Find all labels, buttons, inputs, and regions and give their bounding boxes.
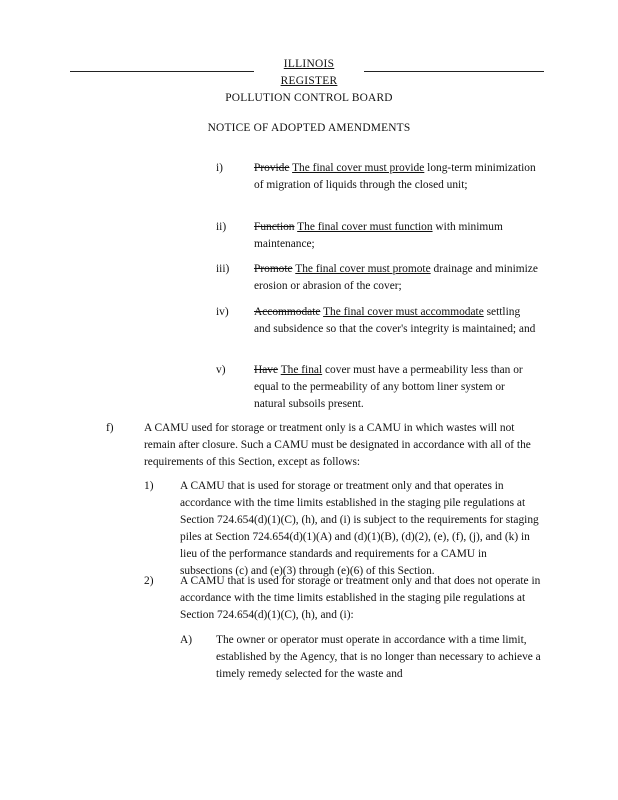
sub-item-paragraph: A CAMU that is used for storage or treatment only and that does not operate in accordance with the time limits established in the staging pile regulations at Section 724.654(d)(1)(C), (h), and (i):: [180, 575, 541, 621]
item-text: long-term minimization of migration of liquids through the closed unit;: [254, 162, 536, 191]
item-text: with minimum maintenance;: [254, 221, 503, 250]
inserted-text: The final cover must function: [297, 221, 433, 233]
cover-item-label: iv): [216, 306, 229, 318]
sub-sub-item-paragraph: The owner or operator must operate in accordance with a time limit, established by the Agency, that is no longer than necessary to achieve a timely remedy selected for the waste and: [216, 634, 541, 680]
cover-item-label: v): [216, 364, 226, 376]
deleted-text: Have: [254, 364, 279, 376]
item-text: cover must have a permeability less than or equal to the permeability of any bottom liner system or natural subsoils present.: [254, 364, 523, 410]
notice-title: NOTICE OF ADOPTED AMENDMENTS: [207, 122, 411, 134]
inserted-text: The final: [280, 364, 323, 376]
sub-item-paragraph: A CAMU that is used for storage or treatment only and that operates in accordance with the time limits established in the staging pile regulations at Section 724.654(d)(1)(C), (h), and (i) is subject to the requirements for staging piles at Section 724.654(d)(1)(A) and (d)(1)(B), (d)(2), (e), (f), (j), and (k) in lieu of the performance standards and requirements for a CAMU in subsections (c) and (e)(3) through (e)(6) of this Section.: [180, 480, 539, 577]
item-text: drainage and minimize erosion or abrasion of the cover;: [254, 263, 538, 292]
deleted-text: Provide: [254, 162, 290, 174]
item-text: settling and subsidence so that the cover's integrity is maintained; and: [254, 306, 536, 335]
cover-item-label: ii): [216, 221, 227, 233]
inserted-text: The final cover must provide: [292, 162, 425, 174]
deleted-text: Accommodate: [254, 306, 321, 318]
cover-item: [254, 160, 538, 194]
header-rule-left: [70, 71, 254, 72]
section-label: f): [106, 422, 114, 434]
deleted-text: Promote: [254, 263, 293, 275]
cover-item: [254, 362, 538, 413]
deleted-text: Function: [254, 221, 295, 233]
sub-sub-item-label: A): [180, 634, 193, 646]
header-rule-right: [364, 71, 544, 72]
inserted-text: The final cover must accommodate: [323, 306, 484, 318]
cover-item: [254, 219, 538, 253]
inserted-text: The final cover must promote: [295, 263, 431, 275]
cover-item-label: iii): [216, 263, 230, 275]
section-paragraph: A CAMU used for storage or treatment only is a CAMU in which wastes will not remain after closure. Such a CAMU must be designated in accordance with all of the requirements of this Section, except as follows:: [144, 422, 531, 468]
cover-item-label: i): [216, 162, 223, 174]
register-title: ILLINOIS REGISTER: [280, 58, 338, 87]
cover-item: [254, 261, 538, 295]
sub-item-label: 2): [144, 575, 154, 587]
sub-item-label: 1): [144, 480, 154, 492]
board-title: POLLUTION CONTROL BOARD: [225, 92, 393, 104]
cover-item: [254, 304, 538, 338]
